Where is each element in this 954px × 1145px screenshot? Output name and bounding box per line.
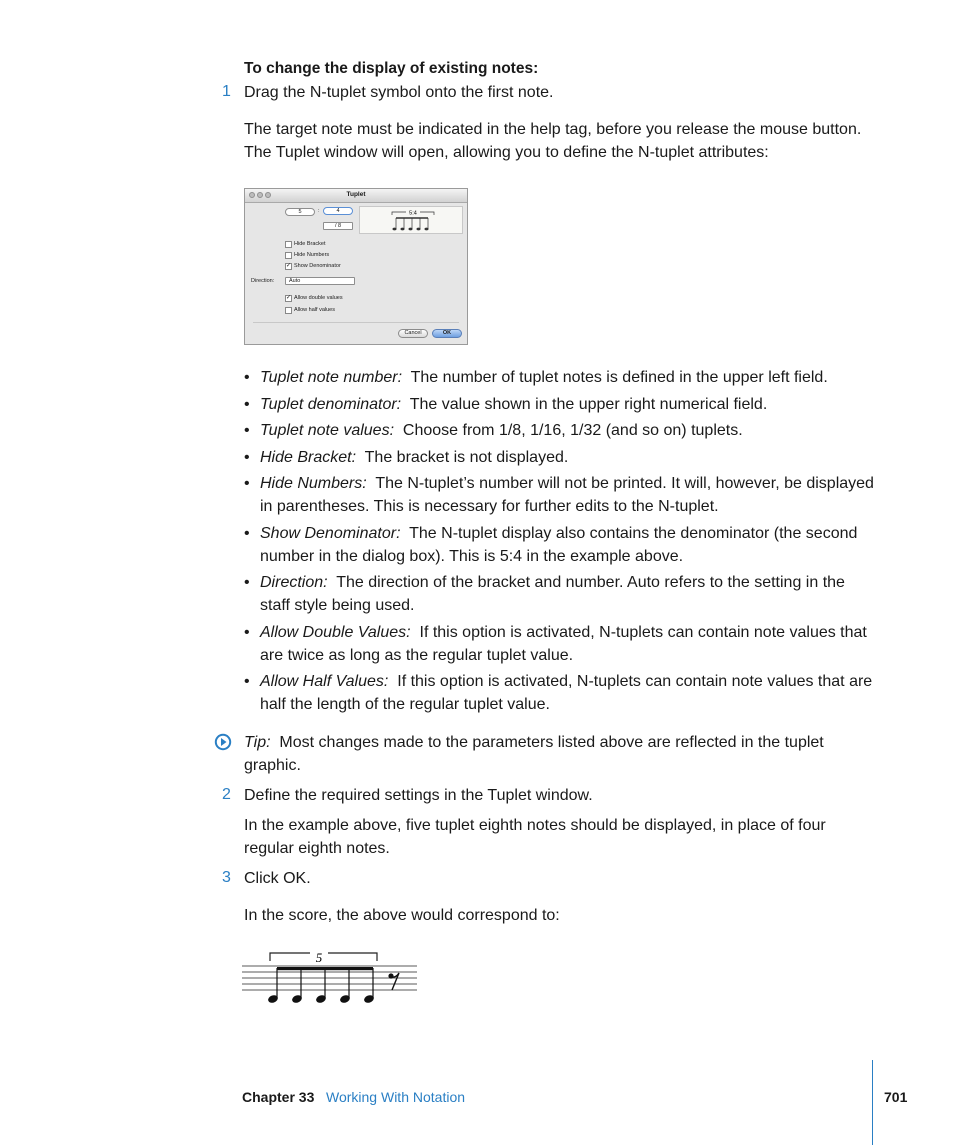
- show-denominator-label: Show Denominator: [294, 263, 341, 269]
- hide-bracket-label: Hide Bracket: [294, 241, 326, 247]
- step-number-2: 2: [222, 786, 231, 803]
- list-item: • Tuplet denominator: The value shown in the upper right numerical field.: [244, 395, 768, 413]
- parameter-list: [244, 366, 874, 720]
- step-number-1: 1: [222, 83, 231, 100]
- dialog-separator: [253, 322, 459, 323]
- step-text-3: Click OK.: [244, 870, 311, 887]
- hide-numbers-label: Hide Numbers: [294, 252, 330, 258]
- note-value-select[interactable]: / 8: [323, 222, 353, 230]
- allow-half-values-label: Allow half values: [294, 307, 335, 313]
- tip-arrow-icon: [214, 733, 232, 751]
- preview-ratio: 5:4: [409, 210, 417, 217]
- list-item: • Tuplet note number: The number of tuplet notes is defined in the upper left field.: [244, 369, 828, 386]
- allow-double-values-checkbox[interactable]: ✓: [286, 295, 292, 301]
- cancel-button[interactable]: Cancel: [398, 329, 428, 338]
- footer-chapter-title[interactable]: Working With Notation: [326, 1089, 466, 1105]
- step-text-2: Define the required settings in the Tuplet window.: [244, 787, 593, 804]
- ratio-colon: :: [318, 208, 320, 214]
- list-item: • Hide Numbers: The N-tuplet’s number will not be printed. It will, however, be displayed in parentheses. This is necessary for further edits to the N-tuplet.: [244, 475, 874, 515]
- list-item: • Allow Half Values: If this option is activated, N-tuplets can contain note values that are half the length of the regular tuplet value.: [244, 673, 873, 713]
- dialog-title: Tuplet: [346, 191, 366, 198]
- example-paragraph: In the example above, five tuplet eighth notes should be displayed, in place of four regular eighth notes.: [244, 817, 826, 857]
- show-denominator-checkbox[interactable]: ✓: [286, 263, 292, 269]
- page-number: 701: [884, 1089, 908, 1105]
- allow-double-values-label: Allow double values: [294, 295, 343, 301]
- tuplet-denominator-field[interactable]: 4: [323, 207, 353, 215]
- score-paragraph: In the score, the above would correspond to:: [244, 907, 560, 924]
- hide-bracket-checkbox[interactable]: [285, 241, 292, 248]
- tip-paragraph: Tip: Most changes made to the parameters listed above are reflected in the tuplet graphic.: [244, 734, 824, 774]
- procedure-heading: To change the display of existing notes:: [244, 60, 539, 77]
- list-item: • Tuplet note values: Choose from 1/8, 1/16, 1/32 (and so on) tuplets.: [244, 422, 743, 439]
- tuplet-dialog-screenshot: [244, 188, 468, 345]
- list-item: • Allow Double Values: If this option is activated, N-tuplets can contain note values that are twice as long as the regular tuplet value.: [244, 623, 867, 664]
- score-excerpt: [242, 946, 420, 1006]
- footer-divider: [872, 1060, 873, 1145]
- step-number-3: 3: [222, 869, 231, 886]
- dialog-titlebar: [245, 189, 467, 203]
- step-text-1: Drag the N-tuplet symbol onto the first note.: [244, 84, 554, 101]
- list-item: • Direction: The direction of the bracket and number. Auto refers to the setting in the staff style being used.: [244, 574, 845, 614]
- list-item: • Show Denominator: The N-tuplet display also contains the denominator (the second number in the dialog box). This is 5:4 in the example above.: [244, 524, 858, 565]
- tuplet-number-field[interactable]: 5: [285, 208, 315, 216]
- tuplet-preview: [359, 206, 463, 234]
- ok-button[interactable]: OK: [432, 329, 462, 338]
- tuplet-preview-graphic: [360, 207, 464, 235]
- eighth-rest-icon: [388, 973, 399, 990]
- direction-label: Direction:: [251, 278, 275, 284]
- direction-select[interactable]: Auto: [285, 277, 355, 285]
- footer-chapter: Chapter 33: [242, 1089, 315, 1105]
- allow-half-values-checkbox[interactable]: [285, 307, 292, 314]
- tuplet-number: 5: [315, 950, 323, 965]
- target-paragraph: The target note must be indicated in the help tag, before you release the mouse button. The Tuplet window will open, allowing you to define the N-tuplet attributes:: [244, 121, 862, 161]
- list-item: • Hide Bracket: The bracket is not displayed.: [244, 448, 569, 466]
- hide-numbers-checkbox[interactable]: [285, 252, 292, 259]
